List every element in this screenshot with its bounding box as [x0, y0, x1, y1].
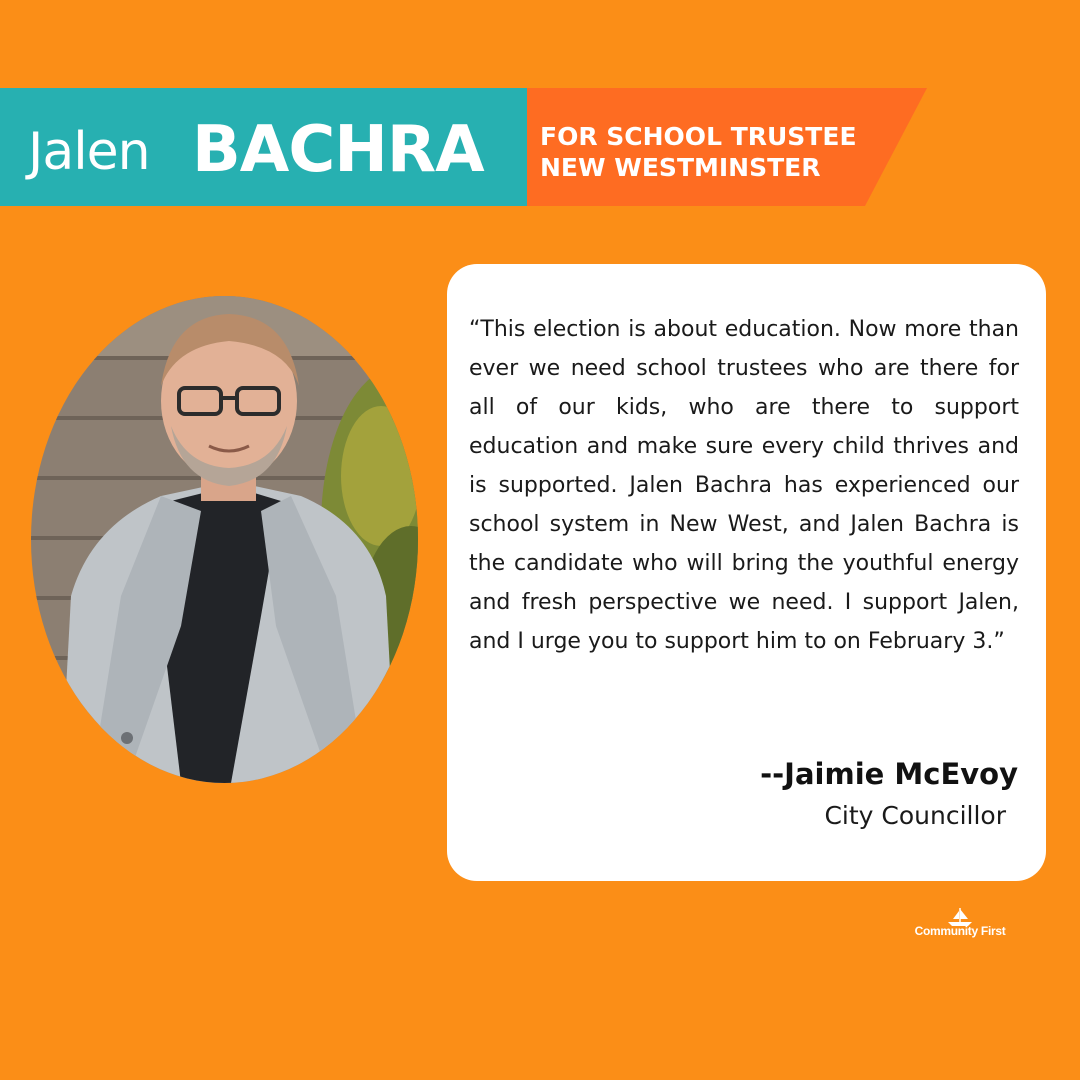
quote-card: [447, 264, 1046, 881]
candidate-last-name: BACHRA: [192, 113, 484, 187]
logo-text: Community First: [914, 924, 1006, 938]
quote-author-title: City Councillor: [824, 801, 1006, 830]
candidate-first-name: Jalen: [28, 122, 150, 182]
community-first-logo: [902, 904, 1018, 944]
quote-text: “This election is about education. Now more than ever we need school trustees who are there for all of our kids, who are there to support education and make sure every child thrives and is supported. Jalen Bachra has experienced our school system in New West, and Jalen Bachra is the candidate who will bring the youthful energy and fresh perspective we need. I support Jalen, and I urge you to support him to on February 3.”: [469, 317, 1019, 654]
candidate-portrait: [31, 296, 418, 783]
ship-icon: [902, 904, 1018, 926]
quote-author: --Jaimie McEvoy: [760, 757, 1018, 791]
role-line-1: FOR SCHOOL TRUSTEE: [540, 122, 857, 151]
role-line-2: NEW WESTMINSTER: [540, 153, 821, 182]
